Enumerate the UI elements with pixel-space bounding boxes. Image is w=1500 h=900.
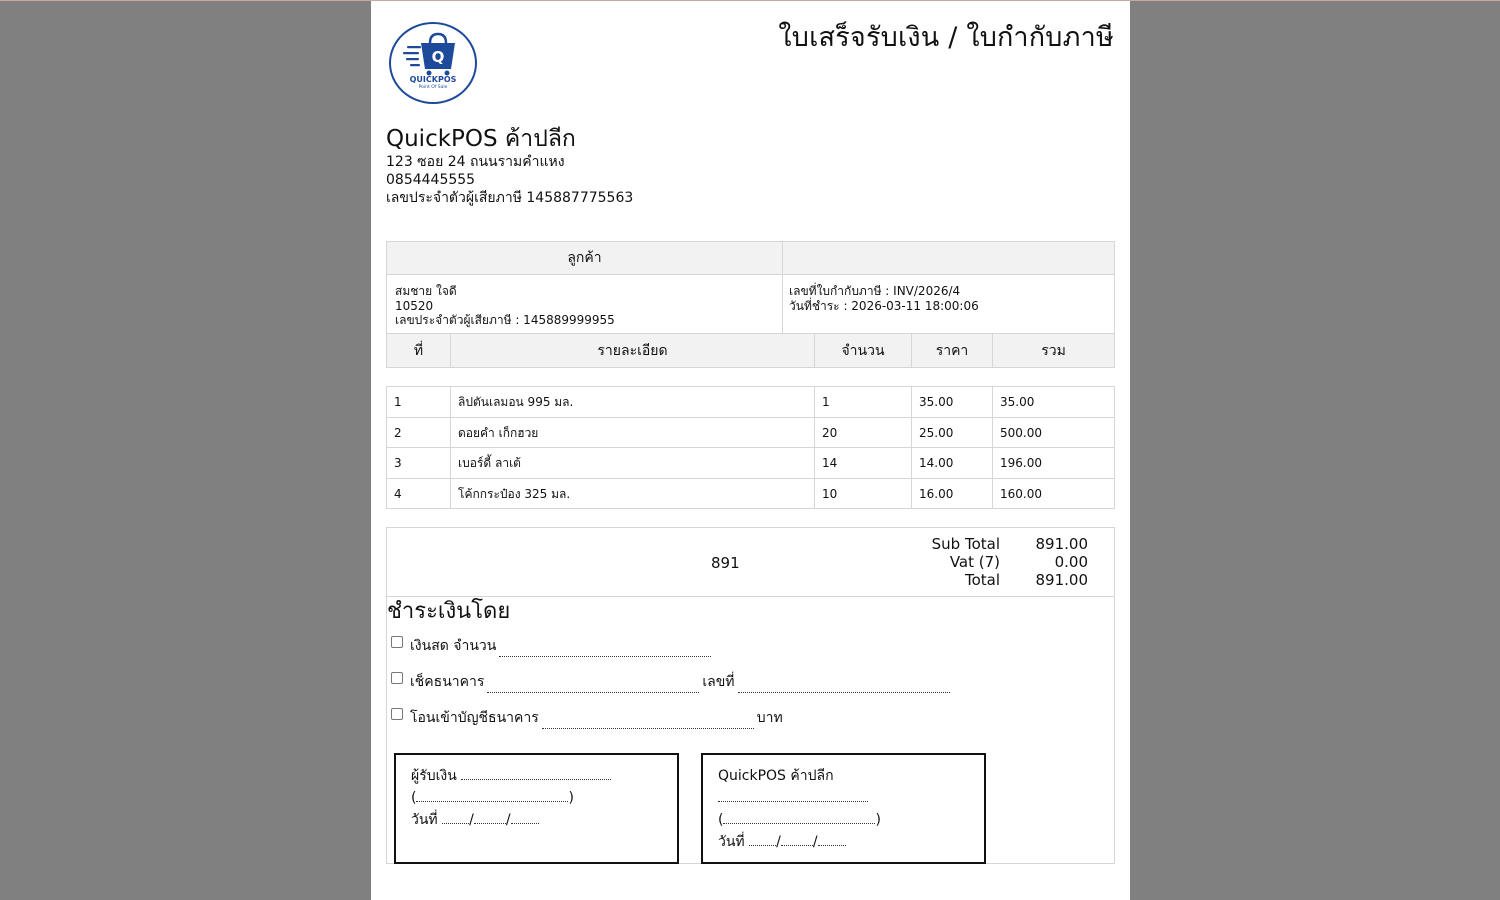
cheque-bank-blank bbox=[487, 683, 699, 693]
customer-name: สมชาย ใจดี bbox=[395, 284, 457, 298]
customer-details bbox=[386, 274, 1115, 334]
company-year-blank bbox=[818, 836, 846, 846]
cell-description: ดอยคำ เก็กฮวย bbox=[451, 418, 815, 448]
svg-text:QUICKPOS: QUICKPOS bbox=[409, 75, 457, 84]
table-row bbox=[387, 448, 1114, 479]
totals-labels bbox=[932, 535, 1000, 589]
cell-no: 2 bbox=[387, 418, 451, 448]
company-person-blank bbox=[723, 814, 875, 824]
payment-cash-line bbox=[391, 635, 714, 657]
col-header-total: รวม bbox=[1041, 343, 1066, 359]
company-date-line: วันที่ / / bbox=[718, 831, 984, 853]
cell-no: 3 bbox=[387, 448, 451, 478]
shop-address: 123 ซอย 24 ถนนรามคำแหง bbox=[386, 154, 565, 170]
table-row bbox=[387, 479, 1114, 510]
customer-tax-id: เลขประจำตัวผู้เสียภาษี : 145889999955 bbox=[395, 313, 615, 327]
table-row bbox=[387, 418, 1114, 449]
col-header-price: ราคา bbox=[912, 334, 993, 367]
receiver-day-blank bbox=[442, 814, 469, 824]
receiver-line bbox=[411, 765, 677, 787]
baht-label: บาท bbox=[756, 710, 783, 726]
cell-quantity: 1 bbox=[815, 387, 912, 417]
customer-postcode: 10520 bbox=[395, 298, 434, 313]
customer-header-label: ลูกค้า bbox=[387, 242, 783, 274]
receiver-month-blank bbox=[474, 814, 506, 824]
cell-no: 1 bbox=[387, 387, 451, 417]
items-table-header bbox=[386, 333, 1115, 368]
subtotal-label: Sub Total bbox=[931, 535, 1000, 553]
cell-description: โค้กกระป๋อง 325 มล. bbox=[451, 479, 815, 510]
customer-header bbox=[386, 241, 1115, 275]
vat-value: 0.00 bbox=[1054, 553, 1088, 571]
payment-title: ชำระเงินโดย bbox=[387, 599, 511, 624]
receiver-name-line: ( ) bbox=[411, 790, 574, 806]
col-header-quantity: จำนวน bbox=[815, 334, 912, 367]
cheque-label: เช็คธนาคาร bbox=[410, 674, 485, 690]
company-name-line: ( ) bbox=[718, 812, 881, 828]
col-header-description: รายละเอียด bbox=[451, 334, 815, 367]
cell-no: 4 bbox=[387, 479, 451, 510]
receiver-date-line: วันที่ / / bbox=[411, 809, 677, 831]
cash-label: เงินสด จำนวน bbox=[410, 638, 497, 654]
company-month-blank bbox=[781, 836, 813, 846]
vat-label: Vat (7) bbox=[949, 553, 1000, 571]
payment-date: วันที่ชำระ : 2026-03-11 18:00:06 bbox=[789, 298, 979, 313]
company-signature-blank bbox=[718, 792, 868, 802]
transfer-label: โอนเข้าบัญชีธนาคาร bbox=[410, 710, 539, 726]
cell-total: 160.00 bbox=[1000, 486, 1042, 501]
cell-description: ลิปตันเลมอน 995 มล. bbox=[451, 387, 815, 417]
svg-text:Q: Q bbox=[431, 48, 445, 66]
transfer-checkbox[interactable] bbox=[391, 708, 403, 720]
receiver-signature-box bbox=[394, 753, 679, 864]
receipt-page bbox=[371, 1, 1130, 900]
cell-quantity: 10 bbox=[815, 479, 912, 510]
cell-quantity: 20 bbox=[815, 418, 912, 448]
invoice-info bbox=[783, 275, 979, 333]
shop-name: QuickPOS ค้าปลีก bbox=[386, 126, 576, 152]
total-label: Total bbox=[964, 571, 1000, 589]
cell-total: 500.00 bbox=[1000, 425, 1042, 440]
payment-transfer-line bbox=[391, 707, 783, 729]
company-signature-line bbox=[718, 787, 984, 809]
cell-price: 25.00 bbox=[912, 418, 993, 448]
company-signature-box bbox=[701, 753, 986, 864]
amount-text: 891 bbox=[711, 554, 740, 572]
cell-price: 14.00 bbox=[912, 448, 993, 478]
transfer-bank-blank bbox=[542, 719, 754, 729]
items-table-body bbox=[386, 386, 1115, 509]
company-date-label: วันที่ bbox=[718, 834, 745, 850]
quickpos-logo bbox=[389, 22, 477, 104]
cell-total: 35.00 bbox=[1000, 395, 1035, 409]
cash-checkbox[interactable] bbox=[391, 636, 403, 648]
company-day-blank bbox=[749, 836, 776, 846]
receiver-signature-blank bbox=[461, 770, 611, 780]
invoice-number: เลขที่ใบกำกับภาษี : INV/2026/4 bbox=[789, 284, 961, 298]
totals-values bbox=[1036, 535, 1089, 589]
customer-info bbox=[387, 275, 783, 333]
cell-quantity: 14 bbox=[815, 448, 912, 478]
total-value: 891.00 bbox=[1035, 571, 1088, 589]
cell-price: 16.00 bbox=[912, 479, 993, 510]
cash-amount-blank bbox=[499, 647, 711, 657]
table-row bbox=[387, 387, 1114, 418]
cheque-number-label: เลขที่ bbox=[702, 674, 735, 690]
document-title: ใบเสร็จรับเงิน / ใบกำกับภาษี bbox=[778, 22, 1114, 53]
payment-cheque-line bbox=[391, 671, 953, 693]
receiver-name-blank bbox=[416, 792, 568, 802]
subtotal-value: 891.00 bbox=[1035, 535, 1088, 553]
shop-tax-id: เลขประจำตัวผู้เสียภาษี 145887775563 bbox=[386, 190, 634, 206]
shop-phone: 0854445555 bbox=[386, 172, 476, 188]
cell-price: 35.00 bbox=[912, 387, 993, 417]
summary-area bbox=[387, 528, 1114, 597]
receiver-year-blank bbox=[511, 814, 539, 824]
company-name: QuickPOS ค้าปลีก bbox=[718, 768, 834, 784]
cheque-checkbox[interactable] bbox=[391, 672, 403, 684]
shopping-bag-icon bbox=[391, 24, 475, 102]
receiver-label: ผู้รับเงิน bbox=[411, 768, 457, 784]
cell-description: เบอร์ดี้ ลาเต้ bbox=[451, 448, 815, 478]
shop-info bbox=[386, 125, 633, 207]
cell-total: 196.00 bbox=[1000, 456, 1042, 470]
receiver-date-label: วันที่ bbox=[411, 812, 438, 828]
col-header-no: ที่ bbox=[387, 334, 451, 367]
totals-section bbox=[386, 527, 1115, 864]
cheque-number-blank bbox=[738, 683, 950, 693]
svg-text:Point Of Sale: Point Of Sale bbox=[418, 85, 448, 90]
